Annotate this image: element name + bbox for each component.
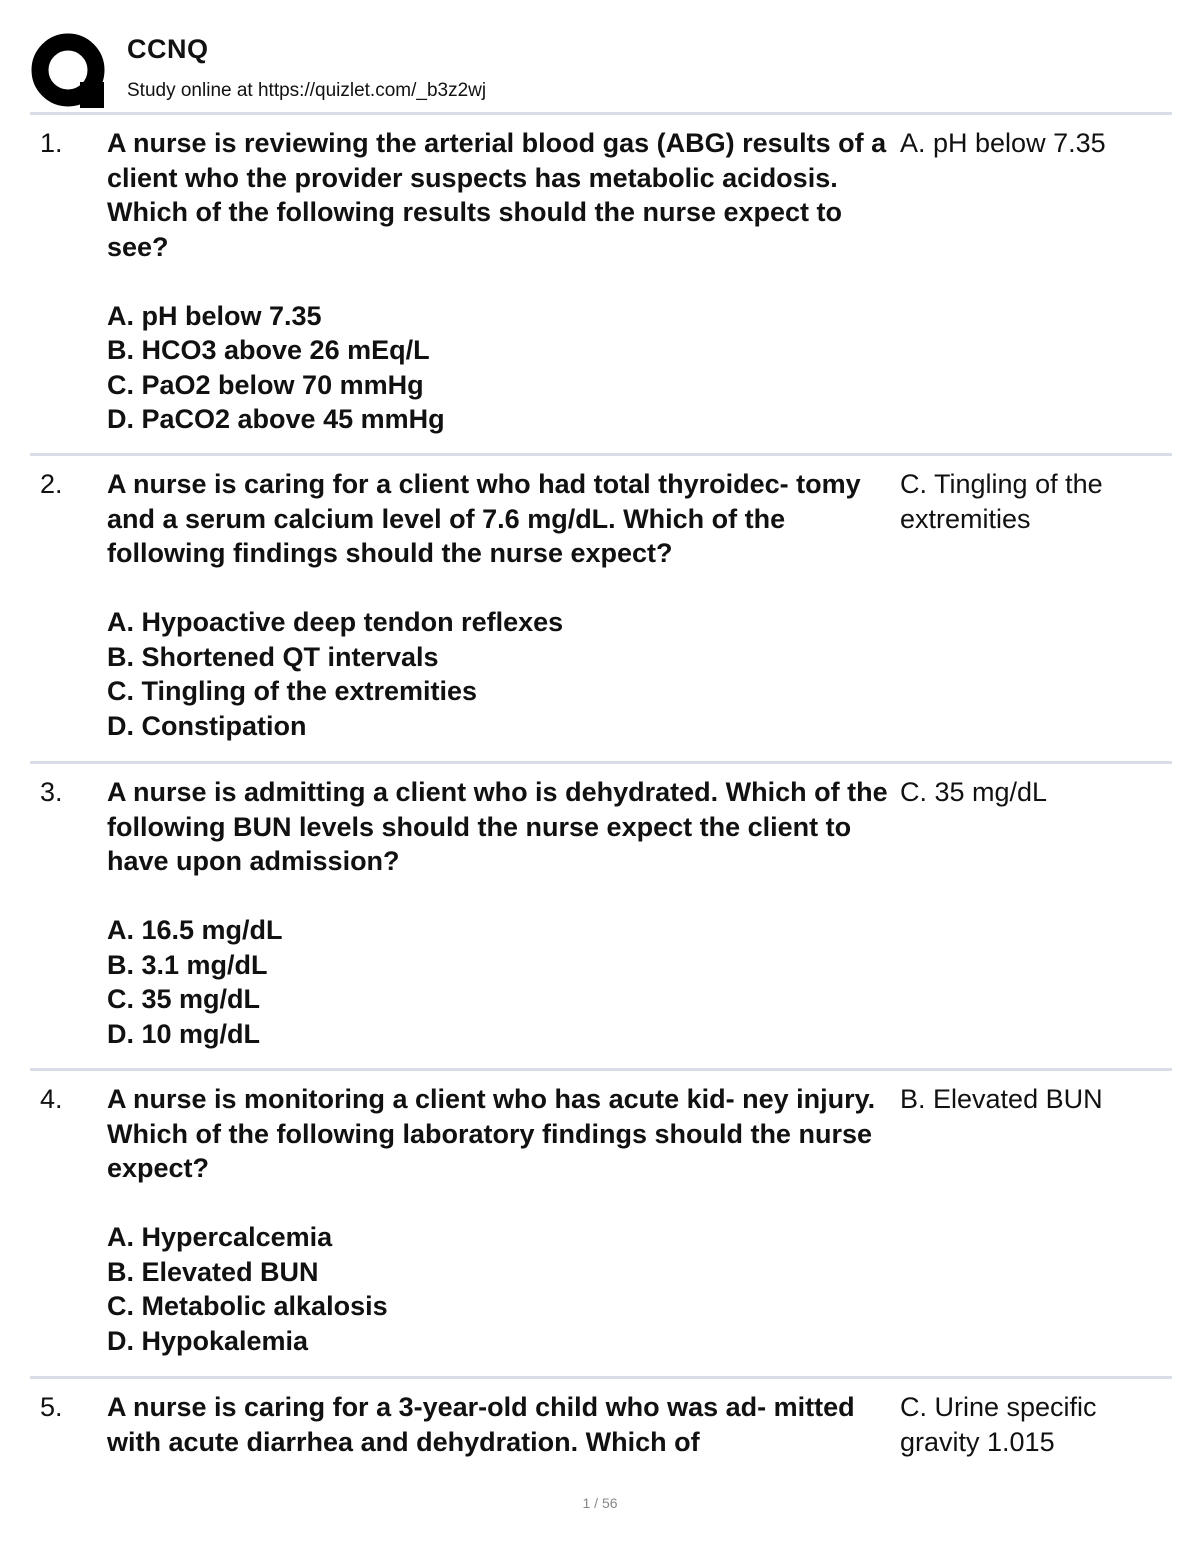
question-text: A nurse is admitting a client who is dehydrated. Which of the following BUN levels should the nurse expect the client to have upon admission?	[107, 777, 888, 876]
question-text: A nurse is caring for a client who had total thyroidec- tomy and a serum calcium level of 7.6 mg/dL. Which of the following findings should the nurse expect?	[107, 469, 861, 568]
answer-text: B. Elevated BUN	[900, 1084, 1103, 1114]
divider	[30, 1376, 1172, 1379]
options-list	[107, 913, 897, 1051]
divider	[30, 761, 1172, 764]
option: B. Elevated BUN	[107, 1256, 319, 1287]
divider	[30, 453, 1172, 456]
answer-text: A. pH below 7.35	[900, 128, 1106, 158]
options-list	[107, 605, 897, 743]
options-list	[107, 1220, 897, 1358]
option: A. Hypoactive deep tendon reflexes	[107, 607, 564, 637]
answer-text: C. Tingling of the extremities	[900, 469, 1103, 534]
option: C. 35 mg/dL	[107, 984, 261, 1014]
study-link-text: Study online at https://quizlet.com/_b3z2wj	[127, 80, 487, 101]
question-text: A nurse is caring for a 3-year-old child who was ad- mitted with acute diarrhea and dehydration. Which of	[107, 1392, 855, 1457]
option: B. 3.1 mg/dL	[107, 949, 268, 980]
question-number: 4.	[40, 1084, 63, 1114]
question-text: A nurse is monitoring a client who has acute kid- ney injury. Which of the following laboratory findings should the nurse expect?	[107, 1084, 876, 1183]
option: D. Constipation	[107, 710, 307, 741]
question-body	[107, 467, 897, 743]
option: C. Metabolic alkalosis	[107, 1291, 388, 1321]
divider	[30, 1068, 1172, 1071]
question-number: 2.	[40, 469, 63, 499]
option: D. Hypokalemia	[107, 1325, 309, 1356]
page-number: 1 / 56	[582, 1495, 618, 1511]
deck-title: CCNQ	[127, 34, 209, 64]
option: A. pH below 7.35	[107, 300, 322, 331]
answer-text: C. 35 mg/dL	[900, 777, 1048, 807]
question-body	[107, 1082, 897, 1358]
question-body	[107, 126, 897, 437]
options-list	[107, 299, 897, 437]
question-number: 3.	[40, 777, 63, 807]
question-number: 1.	[40, 128, 63, 158]
question-text: A nurse is reviewing the arterial blood gas (ABG) results of a client who the provider suspects has metabolic acidosis. Which of the following results should the nurse expect to see?	[107, 128, 887, 262]
option: C. PaO2 below 70 mmHg	[107, 369, 424, 400]
option: C. Tingling of the extremities	[107, 676, 478, 706]
page-header	[30, 28, 1180, 112]
answer-text: C. Urine specific gravity 1.015	[900, 1392, 1097, 1457]
option: A. 16.5 mg/dL	[107, 915, 283, 945]
option: B. Shortened QT intervals	[107, 641, 439, 672]
option: A. Hypercalcemia	[107, 1222, 333, 1252]
question-number: 5.	[40, 1392, 63, 1422]
quizlet-logo-icon	[30, 32, 106, 108]
question-body	[107, 1390, 897, 1459]
option: D. 10 mg/dL	[107, 1018, 261, 1049]
option: B. HCO3 above 26 mEq/L	[107, 335, 430, 365]
option: D. PaCO2 above 45 mmHg	[107, 404, 445, 434]
divider	[30, 112, 1172, 115]
question-body	[107, 775, 897, 1051]
